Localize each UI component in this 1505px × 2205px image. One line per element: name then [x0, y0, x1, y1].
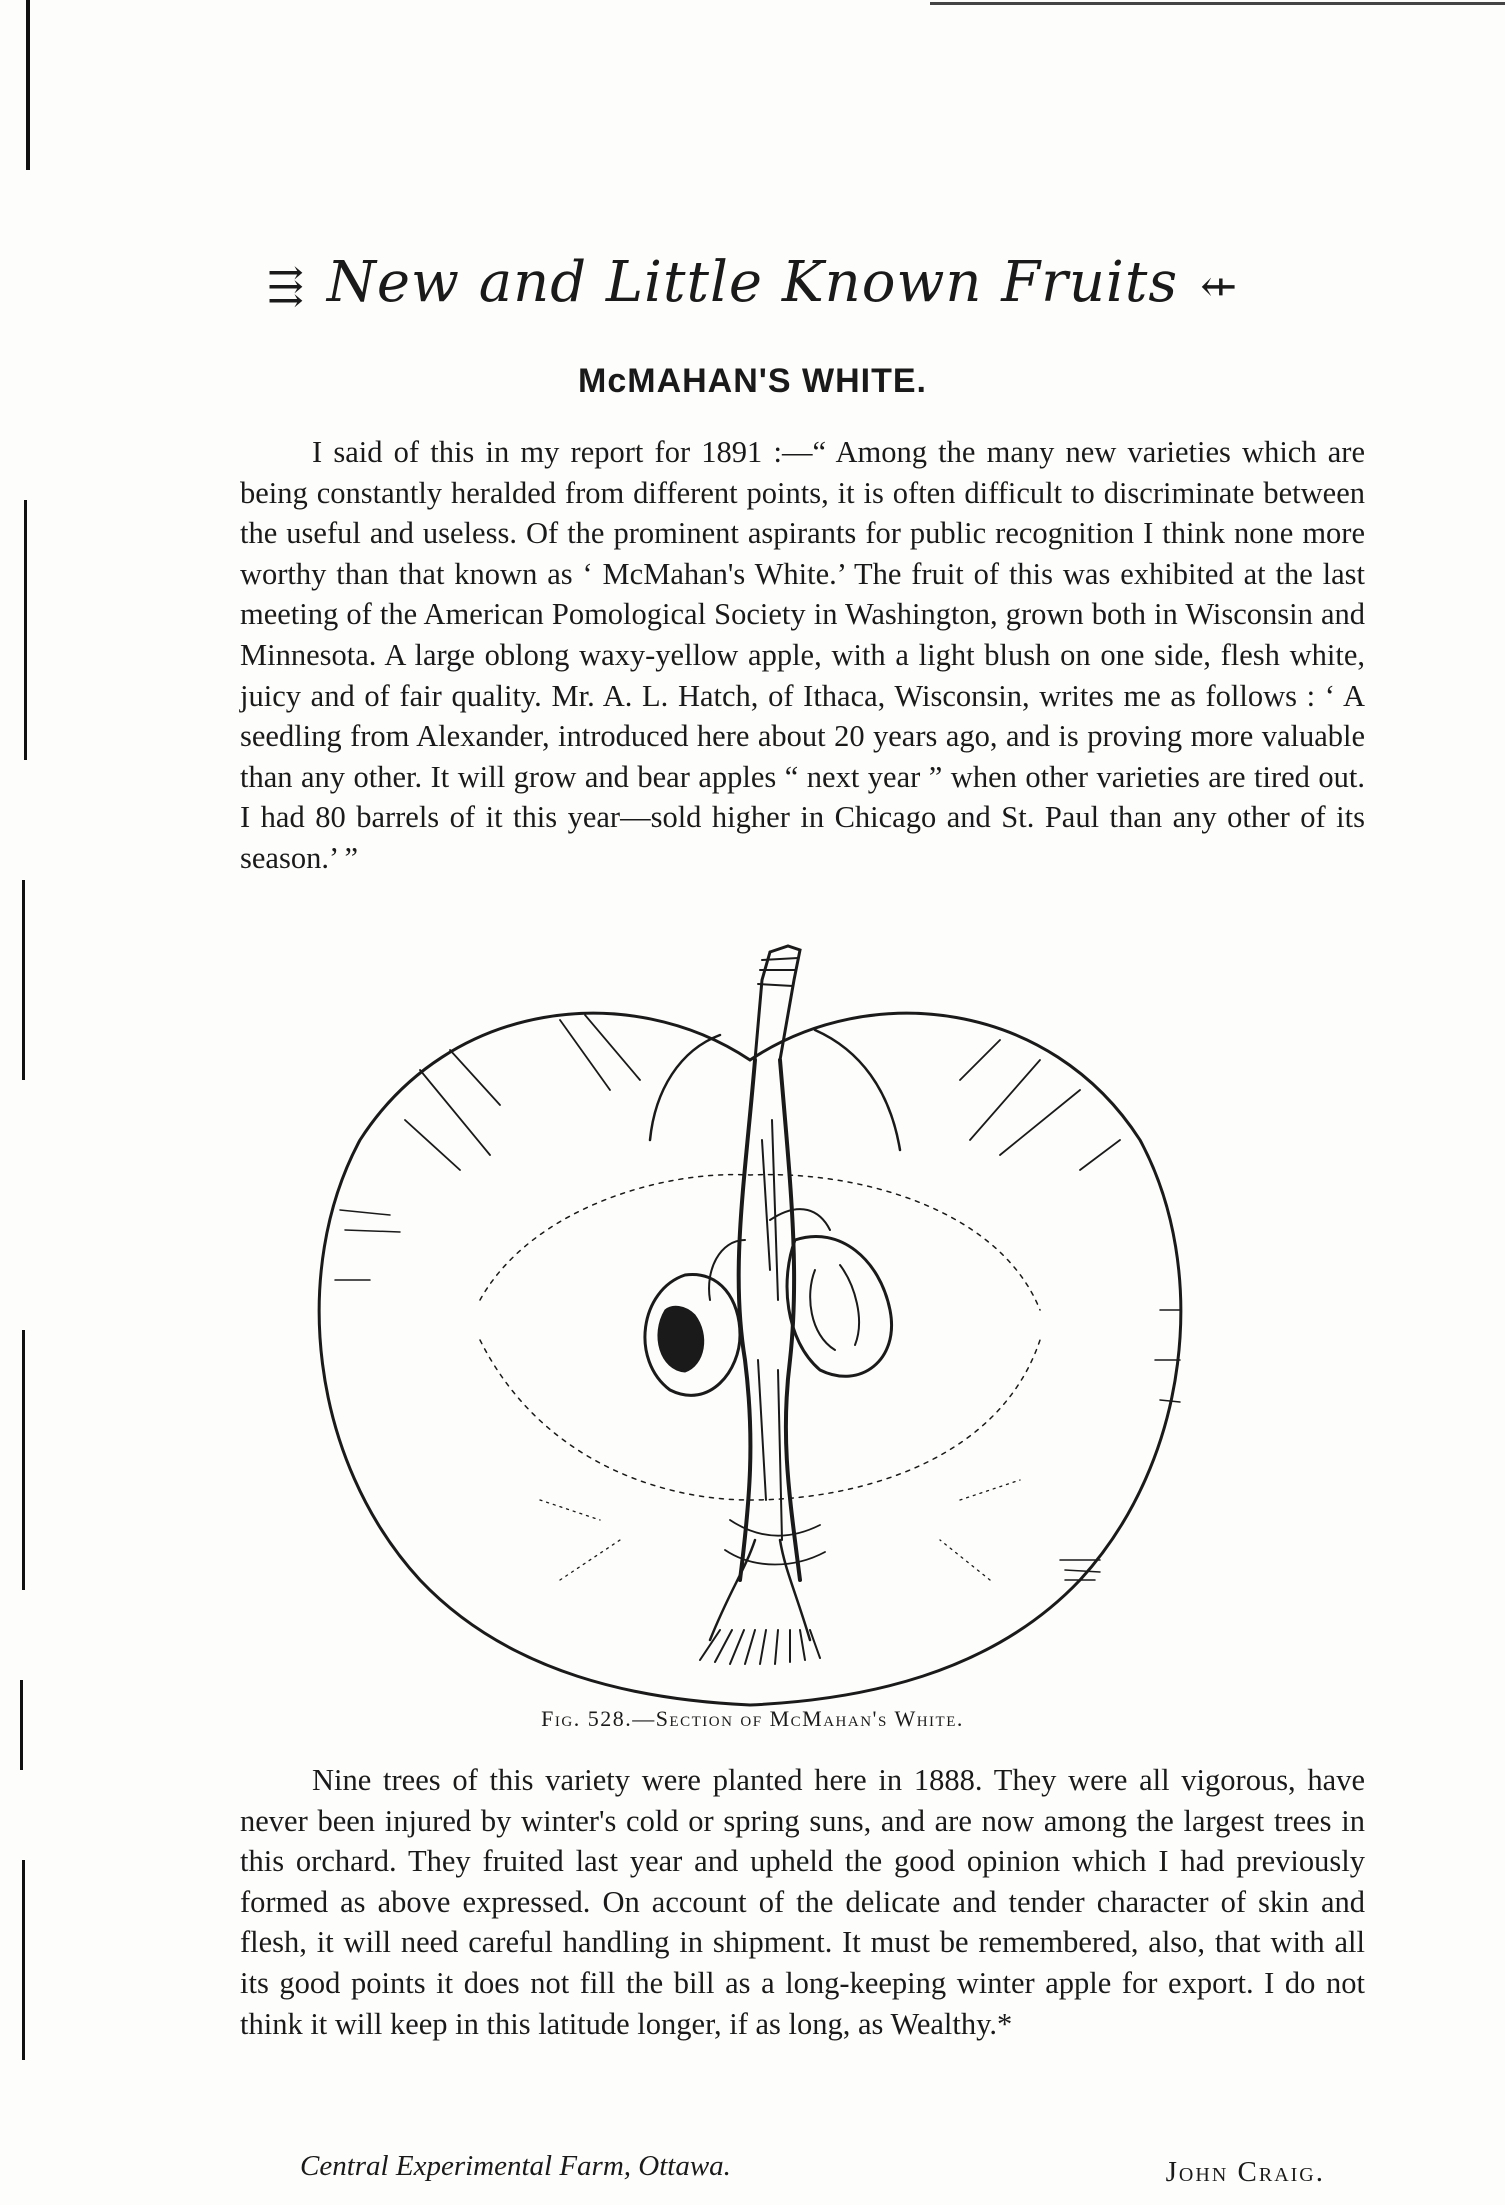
- signoff-place: Central Experimental Farm, Ottawa.: [300, 2150, 731, 2182]
- paragraph-1: I said of this in my report for 1891 :—“ Among the many new varieties which are being constantly heralded from different points, it is often difficult to discriminate between the useful and useless. Of the prominent aspirants for public recognition I think none more worthy than that known as ‘ McMahan's White.’ The fruit of this was exhibited at the last meeting of the American Pomological Society in Washington, grown both in Wisconsin and Minnesota. A large oblong waxy-yellow apple, with a light blush on one side, flesh white, juicy and of fair quality. Mr. A. L. Hatch, of Ithaca, Wisconsin, writes me as follows : ‘ A seedling from Alexander, introduced here about 20 years ago, and is proving more valuable than any other. It will grow and bear apples “ next year ” when other varieties are tired out. I had 80 barrels of it this year—sold higher in Chicago and St. Paul than any other of its season.’ ”: [240, 435, 1365, 875]
- figure-caption: Fig. 528.—Section of McMahan's White.: [541, 1706, 964, 1731]
- page-edge-left-mark: [22, 880, 25, 1080]
- paragraph-2: Nine trees of this variety were planted here in 1888. They were all vigorous, have never been injured by winter's cold or spring suns, and are now among the largest trees in this orchard. They fruited last year and upheld the good opinion which I had previously formed as above expressed. On account of the delicate and tender character of skin and flesh, it will need careful handling in shipment. It must be remembered, also, that with all its good points it does not fill the bill as a long-keeping winter apple for export. I do not think it will keep in this latitude longer, if as long, as Wealthy.*: [240, 1763, 1365, 2041]
- ornament-left-icon: ⇶: [267, 261, 305, 312]
- signoff-author: John Craig.: [1165, 2156, 1325, 2188]
- apple-section-illustration: [300, 940, 1200, 1710]
- page-edge-top-rule: [930, 2, 1505, 5]
- section-header-title: New and Little Known Fruits: [326, 250, 1179, 315]
- page-edge-left-mark: [26, 0, 30, 170]
- article-title: McMAHAN'S WHITE.: [578, 362, 927, 400]
- section-header: [0, 250, 1505, 315]
- ornament-right-icon: ⇷: [1200, 261, 1238, 312]
- page-edge-left-mark: [22, 1860, 25, 2060]
- page-edge-left-mark: [24, 500, 27, 760]
- page-edge-left-mark: [22, 1330, 25, 1590]
